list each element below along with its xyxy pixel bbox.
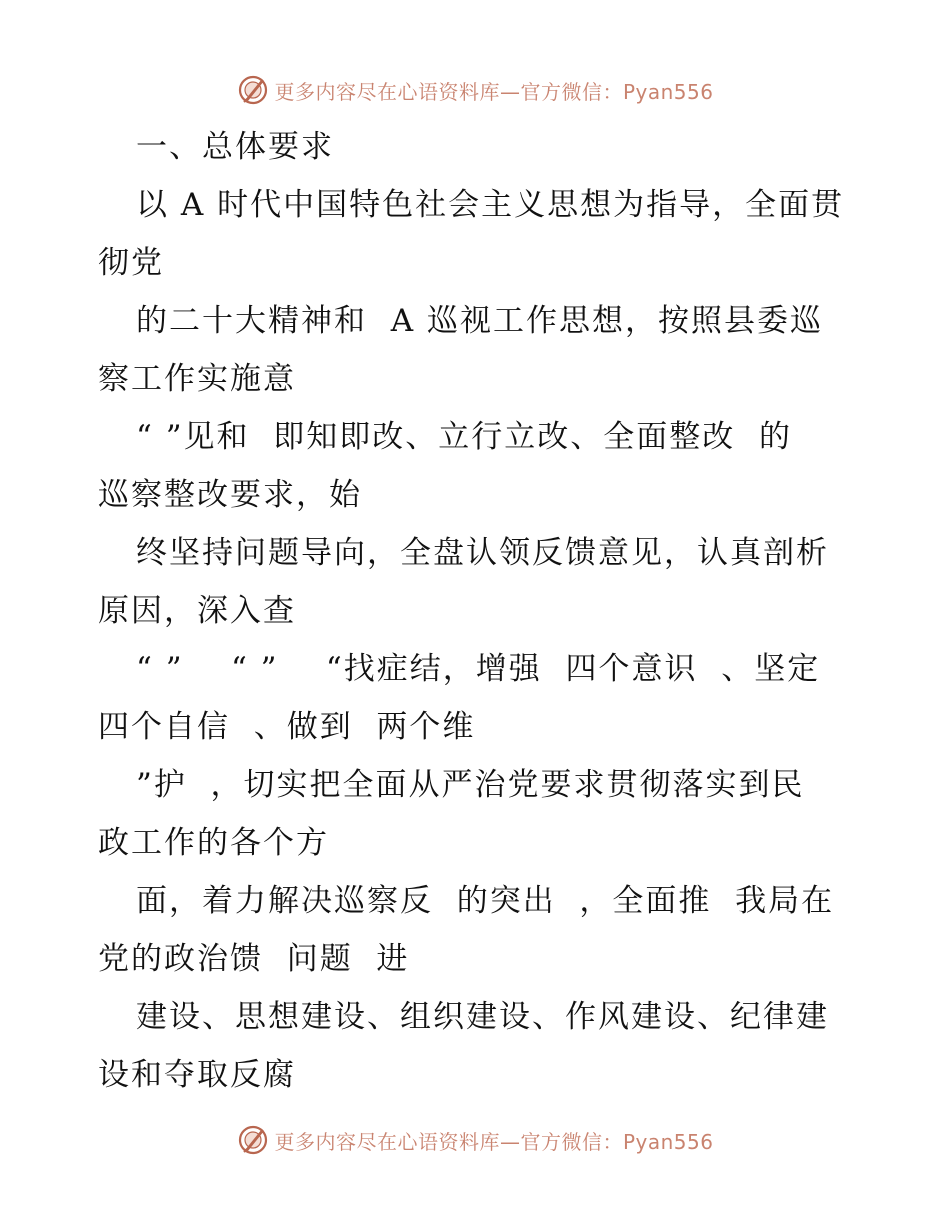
paragraph-line: 建设、思想建设、组织建设、作风建设、纪律建 [136, 999, 829, 1035]
paragraph-line: 彻党 [98, 245, 164, 281]
paragraph-line: 党的政治馈 问题 进 [98, 941, 410, 977]
section-heading: 一、总体要求 [136, 129, 334, 165]
paragraph-line: “ ” “ ” “找症结，增强 四个意识 、坚定 [136, 651, 821, 687]
paragraph-line: ”护 ，切实把全面从严治党要求贯彻落实到民 [136, 767, 805, 803]
quill-logo-icon [236, 1123, 270, 1157]
watermark-text: 更多内容尽在心语资料库—官方微信：Pyan556 [274, 1129, 714, 1154]
paragraph-line: 以 A 时代中国特色社会主义思想为指导，全面贯 [136, 187, 845, 223]
paragraph-line: 面，着力解决巡察反 的突出 ，全面推 我局在 [136, 883, 835, 919]
paragraph-line: 察工作实施意 [98, 361, 296, 397]
paragraph-line: 终坚持问题导向，全盘认领反馈意见，认真剖析 [136, 535, 829, 571]
paragraph-line: 政工作的各个方 [98, 825, 329, 861]
header-watermark [0, 70, 950, 110]
footer-watermark [0, 1120, 950, 1160]
document-body [98, 118, 858, 1104]
paragraph-line: 四个自信 、做到 两个维 [98, 709, 476, 745]
watermark-text: 更多内容尽在心语资料库—官方微信：Pyan556 [274, 79, 714, 104]
paragraph-line: 巡察整改要求，始 [98, 477, 362, 513]
paragraph-line: “ ”见和 即知即改、立行立改、全面整改 的 [136, 419, 792, 455]
paragraph-line: 的二十大精神和 A 巡视工作思想，按照县委巡 [136, 303, 823, 339]
paragraph-line: 设和夺取反腐 [98, 1057, 296, 1093]
paragraph-line: 原因，深入查 [98, 593, 296, 629]
quill-logo-icon [236, 73, 270, 107]
